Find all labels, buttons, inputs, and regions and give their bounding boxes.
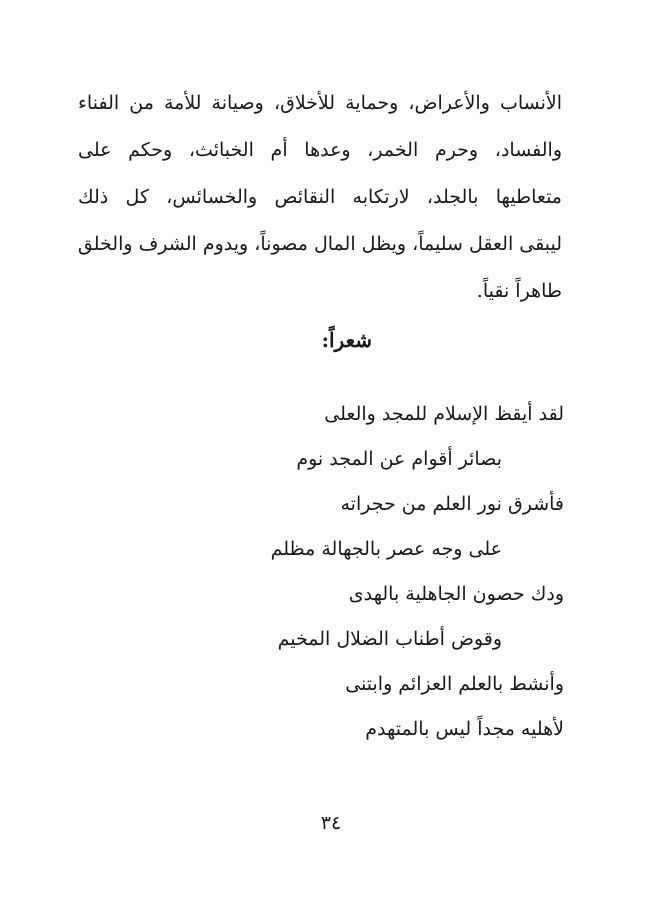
prose-line: ليبقى العقل سليماً، ويظل المال مصوناً، ويدوم الشرف والخلق [77,233,562,255]
poem-verse: ودك حصون الجاهلية بالهدى [348,583,564,605]
page-number: ٣٤ [320,812,342,834]
prose-line: طاهراً نقياً. [476,280,562,302]
prose-paragraph [78,80,562,315]
poem [60,392,564,752]
poem-verse: فأشرق نور العلم من حجراته [340,493,564,515]
prose-line: متعاطيها بالجلد، لارتكابه النقائص والخسائس، كل ذلك [78,186,562,208]
prose-line: والفساد، وحرم الخمر، وعدها أم الخبائث، وحكم على [78,139,562,161]
poem-verse: وقوض أطناب الضلال المخيم [277,628,502,650]
poem-verse: بصائر أقوام عن المجد نوم [296,448,502,470]
poem-verse: وأنشط بالعلم العزائم وابتنى [345,673,564,695]
poem-verse: لأهليه مجداً ليس بالمتهدم [365,718,564,740]
section-heading: شعراً: [321,328,372,352]
poem-verse: على وجه عصر بالجهالة مظلم [270,538,502,560]
prose-line: الأنساب والأعراض، وحماية للأخلاق، وصيانة للأمة من الفناء [78,92,562,114]
poem-verse: لقد أيقظ الإسلام للمجد والعلى [324,403,564,425]
